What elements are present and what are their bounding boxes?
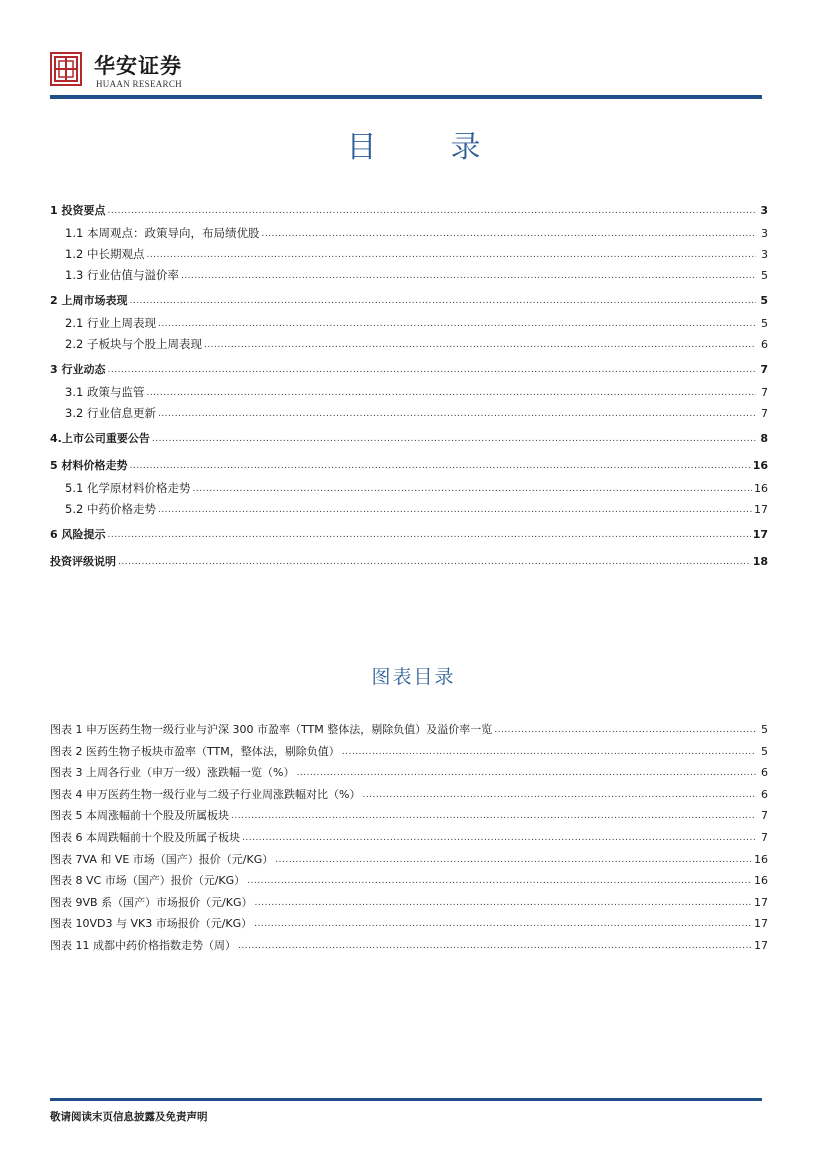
dot-leader [158,314,756,335]
toc-section-entry-label: 2 上周市场表现 [50,294,128,307]
figure-entry-page-number: 7 [761,830,768,844]
figure-entry[interactable] [50,913,768,935]
toc-section-entry-page-number: 16 [752,459,768,472]
dot-leader [494,720,756,742]
dot-leader [158,500,752,521]
dot-leader [192,479,752,500]
figure-entry-page-number: 7 [761,809,768,823]
figure-entry-label: 图表 10VD3 与 VK3 市场报价（元/KG） [50,917,253,931]
dot-leader [146,245,756,266]
footer-divider [50,1098,762,1101]
figure-entry-page-number: 6 [761,766,768,780]
toc-subsection-entry-page-number: 3 [761,248,768,261]
toc-section-entry-label: 4.上市公司重要公告 [50,432,150,445]
toc-section-entry-label: 投资评级说明 [50,555,116,568]
toc-section-entry-page-number: 17 [752,528,768,541]
toc-subsection-entry-label: 5.1 化学原材料价格走势 [65,481,191,495]
dot-leader [129,454,750,478]
brand-name-en: HUAAN RESEARCH [96,79,182,89]
figure-entry[interactable] [50,935,768,957]
figure-entry-page-number: 16 [754,852,768,866]
figure-entry[interactable] [50,870,768,892]
toc-subsection-entry-page-number: 7 [761,407,768,420]
toc-section-entry[interactable] [50,427,768,451]
dot-leader [158,404,756,425]
toc-subsection-entry[interactable] [50,478,768,499]
dot-leader [146,383,756,404]
toc-section-entry-page-number: 7 [760,363,768,376]
dot-leader [118,550,751,574]
toc-subsection-entry-page-number: 5 [761,269,768,282]
figure-entry[interactable] [50,741,768,763]
figure-entry[interactable] [50,805,768,827]
toc-subsection-entry-page-number: 7 [761,386,768,399]
footer-disclaimer: 敬请阅读末页信息披露及免责声明 [50,1111,208,1123]
header-divider [50,95,762,99]
figure-entry-label: 图表 5 本周涨幅前十个股及所属板块 [50,809,229,823]
toc-section-entry-page-number: 3 [760,204,768,217]
toc-subsection-entry-page-number: 16 [754,482,768,495]
figure-entry[interactable] [50,849,768,871]
toc-subsection-entry[interactable] [50,382,768,403]
dot-leader [152,427,756,451]
figure-entry-label: 图表 8 VC 市场（国产）报价（元/KG） [50,874,246,888]
toc-subsection-entry-label: 1.2 中长期观点 [65,247,145,261]
dot-leader [107,199,756,223]
figure-entry-label: 图表 6 本周跌幅前十个股及所属子板块 [50,830,240,844]
figure-entry-label: 图表 2 医药生物子板块市盈率（TTM，整体法，剔除负值） [50,744,340,758]
figure-entry-label: 图表 4 申万医药生物一级行业与二级子行业周涨跌幅对比（%） [50,787,361,801]
toc-subsection-entry-label: 1.3 行业估值与溢价率 [65,268,179,282]
dot-leader [107,523,750,547]
toc-subsection-entry-label: 2.1 行业上周表现 [65,316,156,330]
figure-entry-label: 图表 9VB 系（国产）市场报价（元/KG） [50,895,253,909]
dot-leader [231,806,756,828]
figure-entry[interactable] [50,784,768,806]
toc-subsection-entry-label: 3.2 行业信息更新 [65,406,156,420]
toc-section-entry-label: 1 投资要点 [50,204,106,217]
dot-leader [255,893,752,915]
toc-subsection-entry[interactable] [50,223,768,244]
page-header [50,50,762,100]
brand-name-cn: 华安证券 [94,53,182,78]
figure-entry-label: 图表 3 上周各行业（申万一级）涨跌幅一览（%） [50,766,295,780]
figure-entry[interactable] [50,827,768,849]
figure-entry-page-number: 6 [761,787,768,801]
toc-subsection-entry[interactable] [50,499,768,520]
toc-section-entry-label: 5 材料价格走势 [50,459,128,472]
dot-leader [204,335,756,356]
toc-section-entry-label: 3 行业动态 [50,363,106,376]
toc-subsection-entry[interactable] [50,403,768,424]
dot-leader [238,936,752,958]
toc-title: 目 录 [346,130,503,165]
dot-leader [296,763,756,785]
toc-subsection-entry-label: 3.1 政策与监管 [65,385,145,399]
figures-title: 图表目录 [371,666,456,688]
toc-subsection-entry-label: 5.2 中药价格走势 [65,502,156,516]
toc-subsection-entry-page-number: 6 [761,338,768,351]
figure-entry-page-number: 17 [754,917,768,931]
figure-entry[interactable] [50,762,768,784]
dot-leader [242,828,756,850]
figure-entry-page-number: 17 [754,938,768,952]
figure-entry-page-number: 16 [754,874,768,888]
dot-leader [129,289,756,313]
toc-subsection-entry[interactable] [50,313,768,334]
figure-entry[interactable] [50,892,768,914]
figure-entry[interactable] [50,719,768,741]
toc-section-entry-page-number: 8 [760,432,768,445]
dot-leader [362,785,756,807]
toc-section-entry[interactable] [50,523,768,547]
toc-section-entry-label: 6 风险提示 [50,528,106,541]
dot-leader [181,266,756,287]
toc-subsection-entry-page-number: 3 [761,227,768,240]
toc-section-entry-page-number: 5 [760,294,768,307]
figures-list [50,719,768,957]
toc-subsection-entry-page-number: 5 [761,317,768,330]
toc-subsection-entry[interactable] [50,334,768,355]
toc-subsection-entry-label: 2.2 子板块与个股上周表现 [65,337,202,351]
dot-leader [342,742,756,764]
table-of-contents [50,196,768,574]
toc-section-entry[interactable] [50,199,768,223]
toc-section-entry-page-number: 18 [752,555,768,568]
toc-subsection-entry-page-number: 17 [754,503,768,516]
huaan-logo-icon [50,52,82,86]
toc-subsection-entry-label: 1.1 本周观点：政策导向，布局绩优股 [65,226,260,240]
dot-leader [275,850,752,872]
figure-entry-page-number: 5 [761,723,768,736]
toc-section-entry[interactable] [50,358,768,382]
toc-subsection-entry[interactable] [50,244,768,265]
toc-section-entry[interactable] [50,454,768,478]
figure-entry-label: 图表 1 申万医药生物一级行业与沪深 300 市盈率（TTM 整体法，剔除负值）及溢价率一览 [50,723,493,736]
figure-entry-page-number: 5 [761,744,768,758]
dot-leader [107,358,756,382]
figure-entry-label: 图表 7VA 和 VE 市场（国产）报价（元/KG） [50,852,274,866]
dot-leader [261,224,756,245]
figure-entry-label: 图表 11 成都中药价格指数走势（周） [50,938,236,952]
toc-section-entry[interactable] [50,550,768,574]
dot-leader [247,871,752,893]
toc-section-entry[interactable] [50,289,768,313]
toc-subsection-entry[interactable] [50,265,768,286]
figure-entry-page-number: 17 [754,895,768,909]
dot-leader [254,914,752,936]
